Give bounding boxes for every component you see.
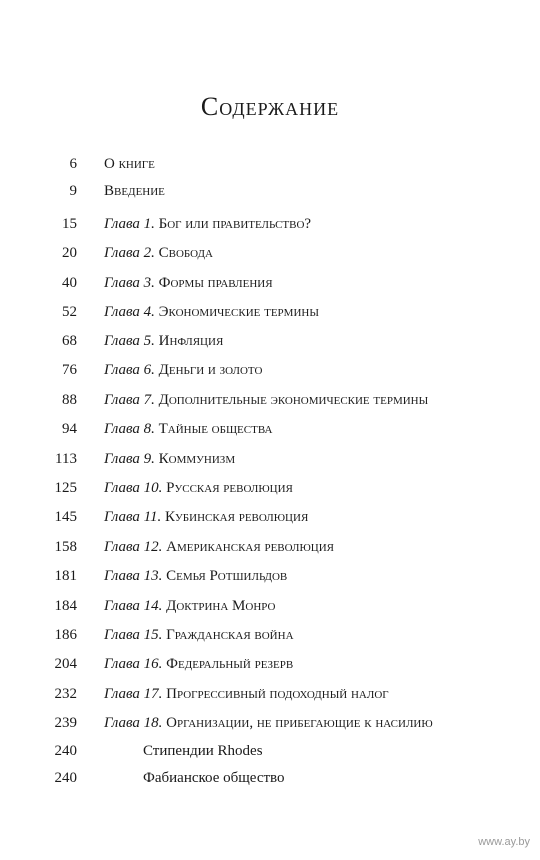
toc-page-number: 186	[54, 627, 77, 643]
toc-entry	[0, 271, 540, 295]
toc-chapter	[104, 271, 273, 295]
toc-entry	[0, 594, 540, 618]
toc-entry	[0, 241, 540, 265]
toc-entry	[0, 329, 540, 353]
chapter-title: Русская революция	[166, 480, 293, 496]
chapter-number: Глава 18.	[104, 715, 163, 731]
toc-chapter	[104, 652, 293, 676]
chapter-number: Глава 15.	[104, 627, 163, 643]
toc-page-number: 76	[62, 362, 77, 378]
toc-chapter	[104, 447, 235, 471]
toc-page-number: 113	[55, 451, 77, 467]
toc-page-number: 6	[69, 156, 77, 172]
chapter-title: Организации, не прибегающие к насилию	[166, 715, 433, 731]
toc-chapter	[104, 329, 223, 353]
chapter-number: Глава 3.	[104, 275, 155, 291]
toc-chapter	[104, 594, 275, 618]
toc-entry	[0, 179, 540, 203]
chapter-number: Глава 9.	[104, 451, 155, 467]
toc-entry	[0, 417, 540, 441]
chapter-title: Введение	[104, 183, 165, 199]
toc-page-number: 240	[54, 770, 77, 786]
toc-chapter	[104, 711, 433, 735]
watermark: www.ay.by	[478, 836, 530, 848]
toc-chapter	[104, 564, 287, 588]
toc-entry	[0, 564, 540, 588]
chapter-title: Коммунизм	[158, 451, 236, 467]
chapter-number: Глава 8.	[104, 421, 155, 437]
toc-page-number: 125	[54, 480, 77, 496]
toc-chapter	[104, 152, 155, 176]
chapter-number: Глава 14.	[104, 598, 163, 614]
toc-chapter	[104, 505, 308, 529]
chapter-title: Фабианское общество	[143, 770, 285, 786]
chapter-title: Формы правления	[158, 275, 273, 291]
chapter-number: Глава 12.	[104, 539, 163, 555]
chapter-number: Глава 4.	[104, 304, 155, 320]
chapter-title: Дополнительные экономические термины	[158, 392, 429, 408]
toc-page-number: 181	[54, 568, 77, 584]
toc-entry	[0, 739, 540, 763]
chapter-number: Глава 16.	[104, 656, 163, 672]
chapter-number: Глава 5.	[104, 333, 155, 349]
toc-page-number: 158	[54, 539, 77, 555]
chapter-number: Глава 13.	[104, 568, 163, 584]
toc-chapter	[104, 388, 428, 412]
toc-entry	[0, 212, 540, 236]
chapter-number: Глава 1.	[104, 216, 155, 232]
toc-chapter	[104, 623, 294, 647]
toc-entry	[0, 300, 540, 324]
toc-page-number: 94	[62, 421, 77, 437]
toc-chapter	[104, 241, 213, 265]
toc-page-number: 240	[54, 743, 77, 759]
chapter-title: Федеральный резерв	[166, 656, 294, 672]
toc-page-number: 68	[62, 333, 77, 349]
toc-page-number: 15	[62, 216, 77, 232]
chapter-title: Экономические термины	[158, 304, 319, 320]
chapter-title: Свобода	[158, 245, 213, 261]
toc-page-number: 239	[54, 715, 77, 731]
toc-entry	[0, 152, 540, 176]
toc-entry	[0, 388, 540, 412]
toc-chapter	[104, 212, 311, 236]
chapter-title: Семья Ротшильдов	[166, 568, 288, 584]
toc-chapter	[104, 300, 319, 324]
chapter-title: Прогрессивный подоходный налог	[166, 686, 389, 702]
toc-entry	[0, 447, 540, 471]
toc-chapter	[104, 358, 262, 382]
toc-page-number: 40	[62, 275, 77, 291]
toc-entry	[0, 711, 540, 735]
chapter-number: Глава 6.	[104, 362, 155, 378]
toc-chapter	[104, 417, 272, 441]
chapter-title: Стипендии Rhodes	[143, 743, 263, 759]
chapter-title: Деньги и золото	[158, 362, 263, 378]
chapter-title: Доктрина Монро	[166, 598, 276, 614]
toc-entry	[0, 766, 540, 790]
toc-chapter	[104, 476, 293, 500]
chapter-title: Тайные общества	[158, 421, 273, 437]
chapter-number: Глава 11.	[104, 509, 162, 525]
chapter-title: Американская революция	[166, 539, 335, 555]
toc-page-number: 88	[62, 392, 77, 408]
toc-entry	[0, 682, 540, 706]
toc-entry	[0, 623, 540, 647]
chapter-title: Гражданская война	[166, 627, 294, 643]
chapter-number: Глава 10.	[104, 480, 163, 496]
toc-entry	[0, 505, 540, 529]
toc-chapter	[104, 535, 334, 559]
toc-page-number: 204	[54, 656, 77, 672]
toc-entry	[0, 476, 540, 500]
chapter-title: О книге	[104, 156, 155, 172]
chapter-title: Кубинская революция	[165, 509, 309, 525]
toc-page-number: 184	[54, 598, 77, 614]
chapter-number: Глава 7.	[104, 392, 155, 408]
toc-page-number: 20	[62, 245, 77, 261]
toc-chapter	[104, 682, 389, 706]
chapter-number: Глава 2.	[104, 245, 155, 261]
toc-page-number: 232	[54, 686, 77, 702]
toc-page-number: 9	[69, 183, 77, 199]
toc-entry	[0, 358, 540, 382]
toc-entry	[0, 535, 540, 559]
chapter-number: Глава 17.	[104, 686, 163, 702]
contents-title: Содержание	[200, 92, 340, 121]
toc-page-number: 145	[54, 509, 77, 525]
toc-subentry	[143, 739, 263, 763]
chapter-title: Бог или правительство?	[158, 216, 312, 232]
toc-chapter	[104, 179, 165, 203]
toc-page-number: 52	[62, 304, 77, 320]
chapter-title: Инфляция	[158, 333, 224, 349]
toc-subentry	[143, 766, 285, 790]
toc-entry	[0, 652, 540, 676]
